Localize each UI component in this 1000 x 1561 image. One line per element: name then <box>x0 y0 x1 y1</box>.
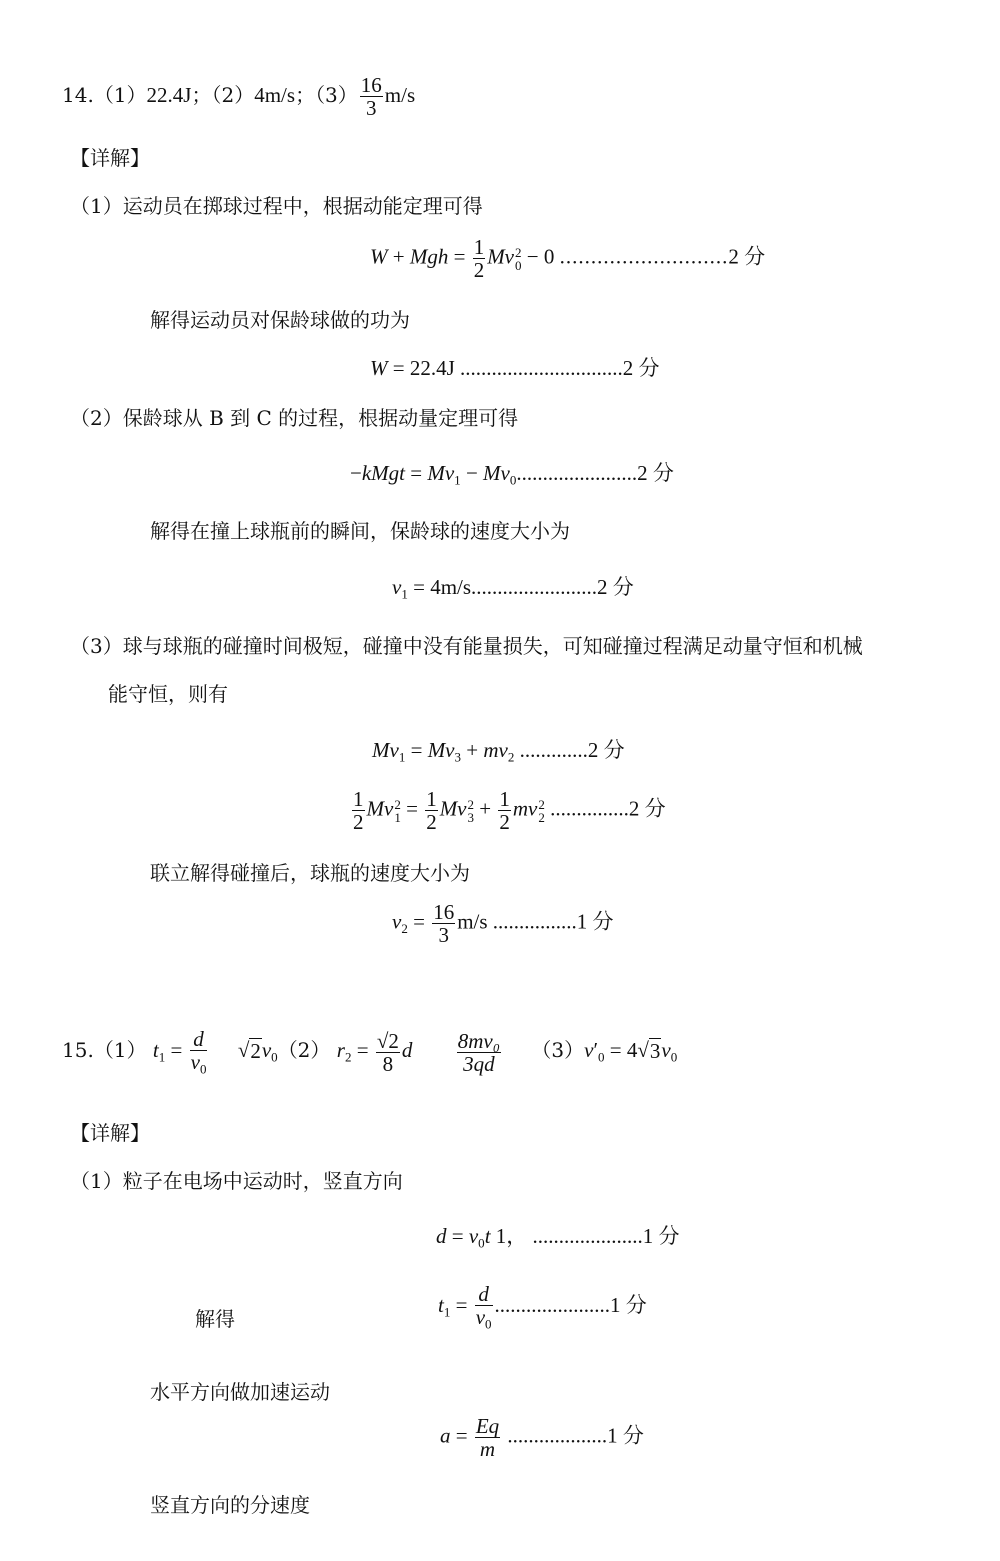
q15-part2-label: （2） <box>277 1037 331 1062</box>
q14-result1-text: 解得运动员对保龄球做的功为 <box>150 308 410 332</box>
q14-sep1: ； <box>191 83 212 108</box>
q14-eq7-num: 16 <box>433 900 455 924</box>
q14-part3-label: （3） <box>315 83 358 108</box>
q14-part3-intro-line2: 能守恒，则有 <box>108 682 228 706</box>
q14-eq7-den: 3 <box>438 923 449 948</box>
q15-eq1-score: 1 分 <box>642 1224 680 1248</box>
q15-answer-speed: √ 2 $v_0$ <box>237 1037 278 1065</box>
q14-answer-fraction <box>360 74 383 119</box>
q14-part1-intro: （1）运动员在掷球过程中，根据动能定理可得 <box>70 194 483 218</box>
q14-part2-label: （2） <box>211 83 255 108</box>
q14-eq6-score: 2 分 <box>628 796 666 821</box>
q15-equation-acceleration: a = $\frac{Eq}{m}$ ...................1 分 <box>440 1414 644 1462</box>
q14-part1-label: （1） <box>93 83 147 108</box>
q14-eq4-value: 4m/s <box>430 575 472 599</box>
q15-part1-label: （1） <box>93 1037 147 1062</box>
q14-part3-intro-line1: （3）球与球瓶的碰撞时间极短，碰撞中没有能量损失，可知碰撞过程满足动量守恒和机械 <box>70 634 863 658</box>
q14-answer-work: 22.4J <box>146 83 192 108</box>
q14-eq1-score: 2 分 <box>728 244 766 269</box>
q14-answer-frac-num: 16 <box>360 73 382 97</box>
q15-detail-heading: 【详解】 <box>70 1121 150 1145</box>
q15-number: 15. <box>62 1037 94 1062</box>
q15-equation-time: $t_1$ = $\frac{d}{v_0}$ ......................1 分 <box>438 1282 647 1332</box>
q14-equation-pin-speed: $v_2$ = $\frac{16}{3}$ m/s ................1 分 <box>392 900 614 948</box>
q15-answer-field <box>455 1028 503 1076</box>
q14-answer-line <box>62 74 415 119</box>
q14-sep2: ； <box>295 83 316 108</box>
q14-part2-intro: （2）保龄球从 B 到 C 的过程，根据动量定理可得 <box>70 406 519 430</box>
q14-eq7-unit: m/s <box>457 909 488 934</box>
q14-eq7-score: 1 分 <box>576 909 614 934</box>
q15-eq2-score: 1 分 <box>610 1292 647 1317</box>
q15-b-num: 8mv₀ <box>457 1028 501 1053</box>
q14-eq2-value: 22.4J <box>409 356 455 380</box>
q14-equation-impulse: −kMgt = $Mv_1 - Mv_0.......................2$ 分 <box>350 461 674 488</box>
q15-r2-den: 8 <box>382 1051 394 1076</box>
q14-result3-text: 联立解得碰撞后，球瓶的速度大小为 <box>150 861 470 885</box>
q14-detail-heading: 【详解】 <box>70 146 150 170</box>
q14-eq5-score: 2 分 <box>587 738 625 762</box>
q14-number: 14. <box>62 83 94 108</box>
q14-answer-speed: 4m/s <box>254 83 296 108</box>
q15-answer-time: $t_1$ = $\frac{d}{v_0}$ <box>152 1027 207 1077</box>
q14-result2-text: 解得在撞上球瓶前的瞬间，保龄球的速度大小为 <box>150 519 570 543</box>
q15-answer-radius: $r_2$ = $\frac{√2}{8}$ d <box>336 1028 413 1076</box>
q15-vertical-text: 竖直方向的分速度 <box>150 1493 310 1517</box>
q15-equation-displacement: $d = v_0t$ 1， .....................1 分 <box>436 1224 680 1251</box>
q14-eq3-score: 2 分 <box>637 461 674 485</box>
q15-horizontal-text: 水平方向做加速运动 <box>150 1380 330 1404</box>
q14-equation-speed-result: $v_1 = 4m/s........................2$ 分 <box>392 575 634 602</box>
q14-answer-unit: m/s <box>384 83 416 108</box>
q15-eq3-score: 1 分 <box>607 1423 644 1448</box>
q14-equation-work-result: W = 22.4J ...............................2 分 <box>370 356 660 380</box>
q14-equation-energy: W + Mgh = $\frac{1}{2}$ Mv 2 0 − 0 ...........................2 分 <box>370 235 766 283</box>
q14-eq2-score: 2 分 <box>622 356 660 380</box>
q15-r2-num: √2 <box>376 1028 399 1053</box>
q15-b-den: 3qd <box>463 1051 495 1076</box>
q15-solve-label: 解得 <box>195 1307 235 1331</box>
q15-part1-intro: （1）粒子在电场中运动时，竖直方向 <box>70 1169 403 1193</box>
q14-answer-frac-den: 3 <box>366 96 377 121</box>
q14-eq4-score: 2 分 <box>597 575 634 599</box>
q14-equation-energy-conservation: $\frac{1}{2}$ Mv 2 1 = $\frac{1}{2}$ Mv 2 3 + $\frac{1}{2}$ mv 2 2 ...............2 分 <box>353 787 666 835</box>
q15-answer-line <box>62 1028 677 1076</box>
q14-equation-momentum-conservation: $Mv_1 = Mv_3 + mv_2$ .............2 分 <box>372 738 625 765</box>
q15-answer-velocity: $v'_0 = 4$ √ 3 $v_0$ <box>584 1037 678 1065</box>
q15-part3-label: （3） <box>531 1037 585 1062</box>
